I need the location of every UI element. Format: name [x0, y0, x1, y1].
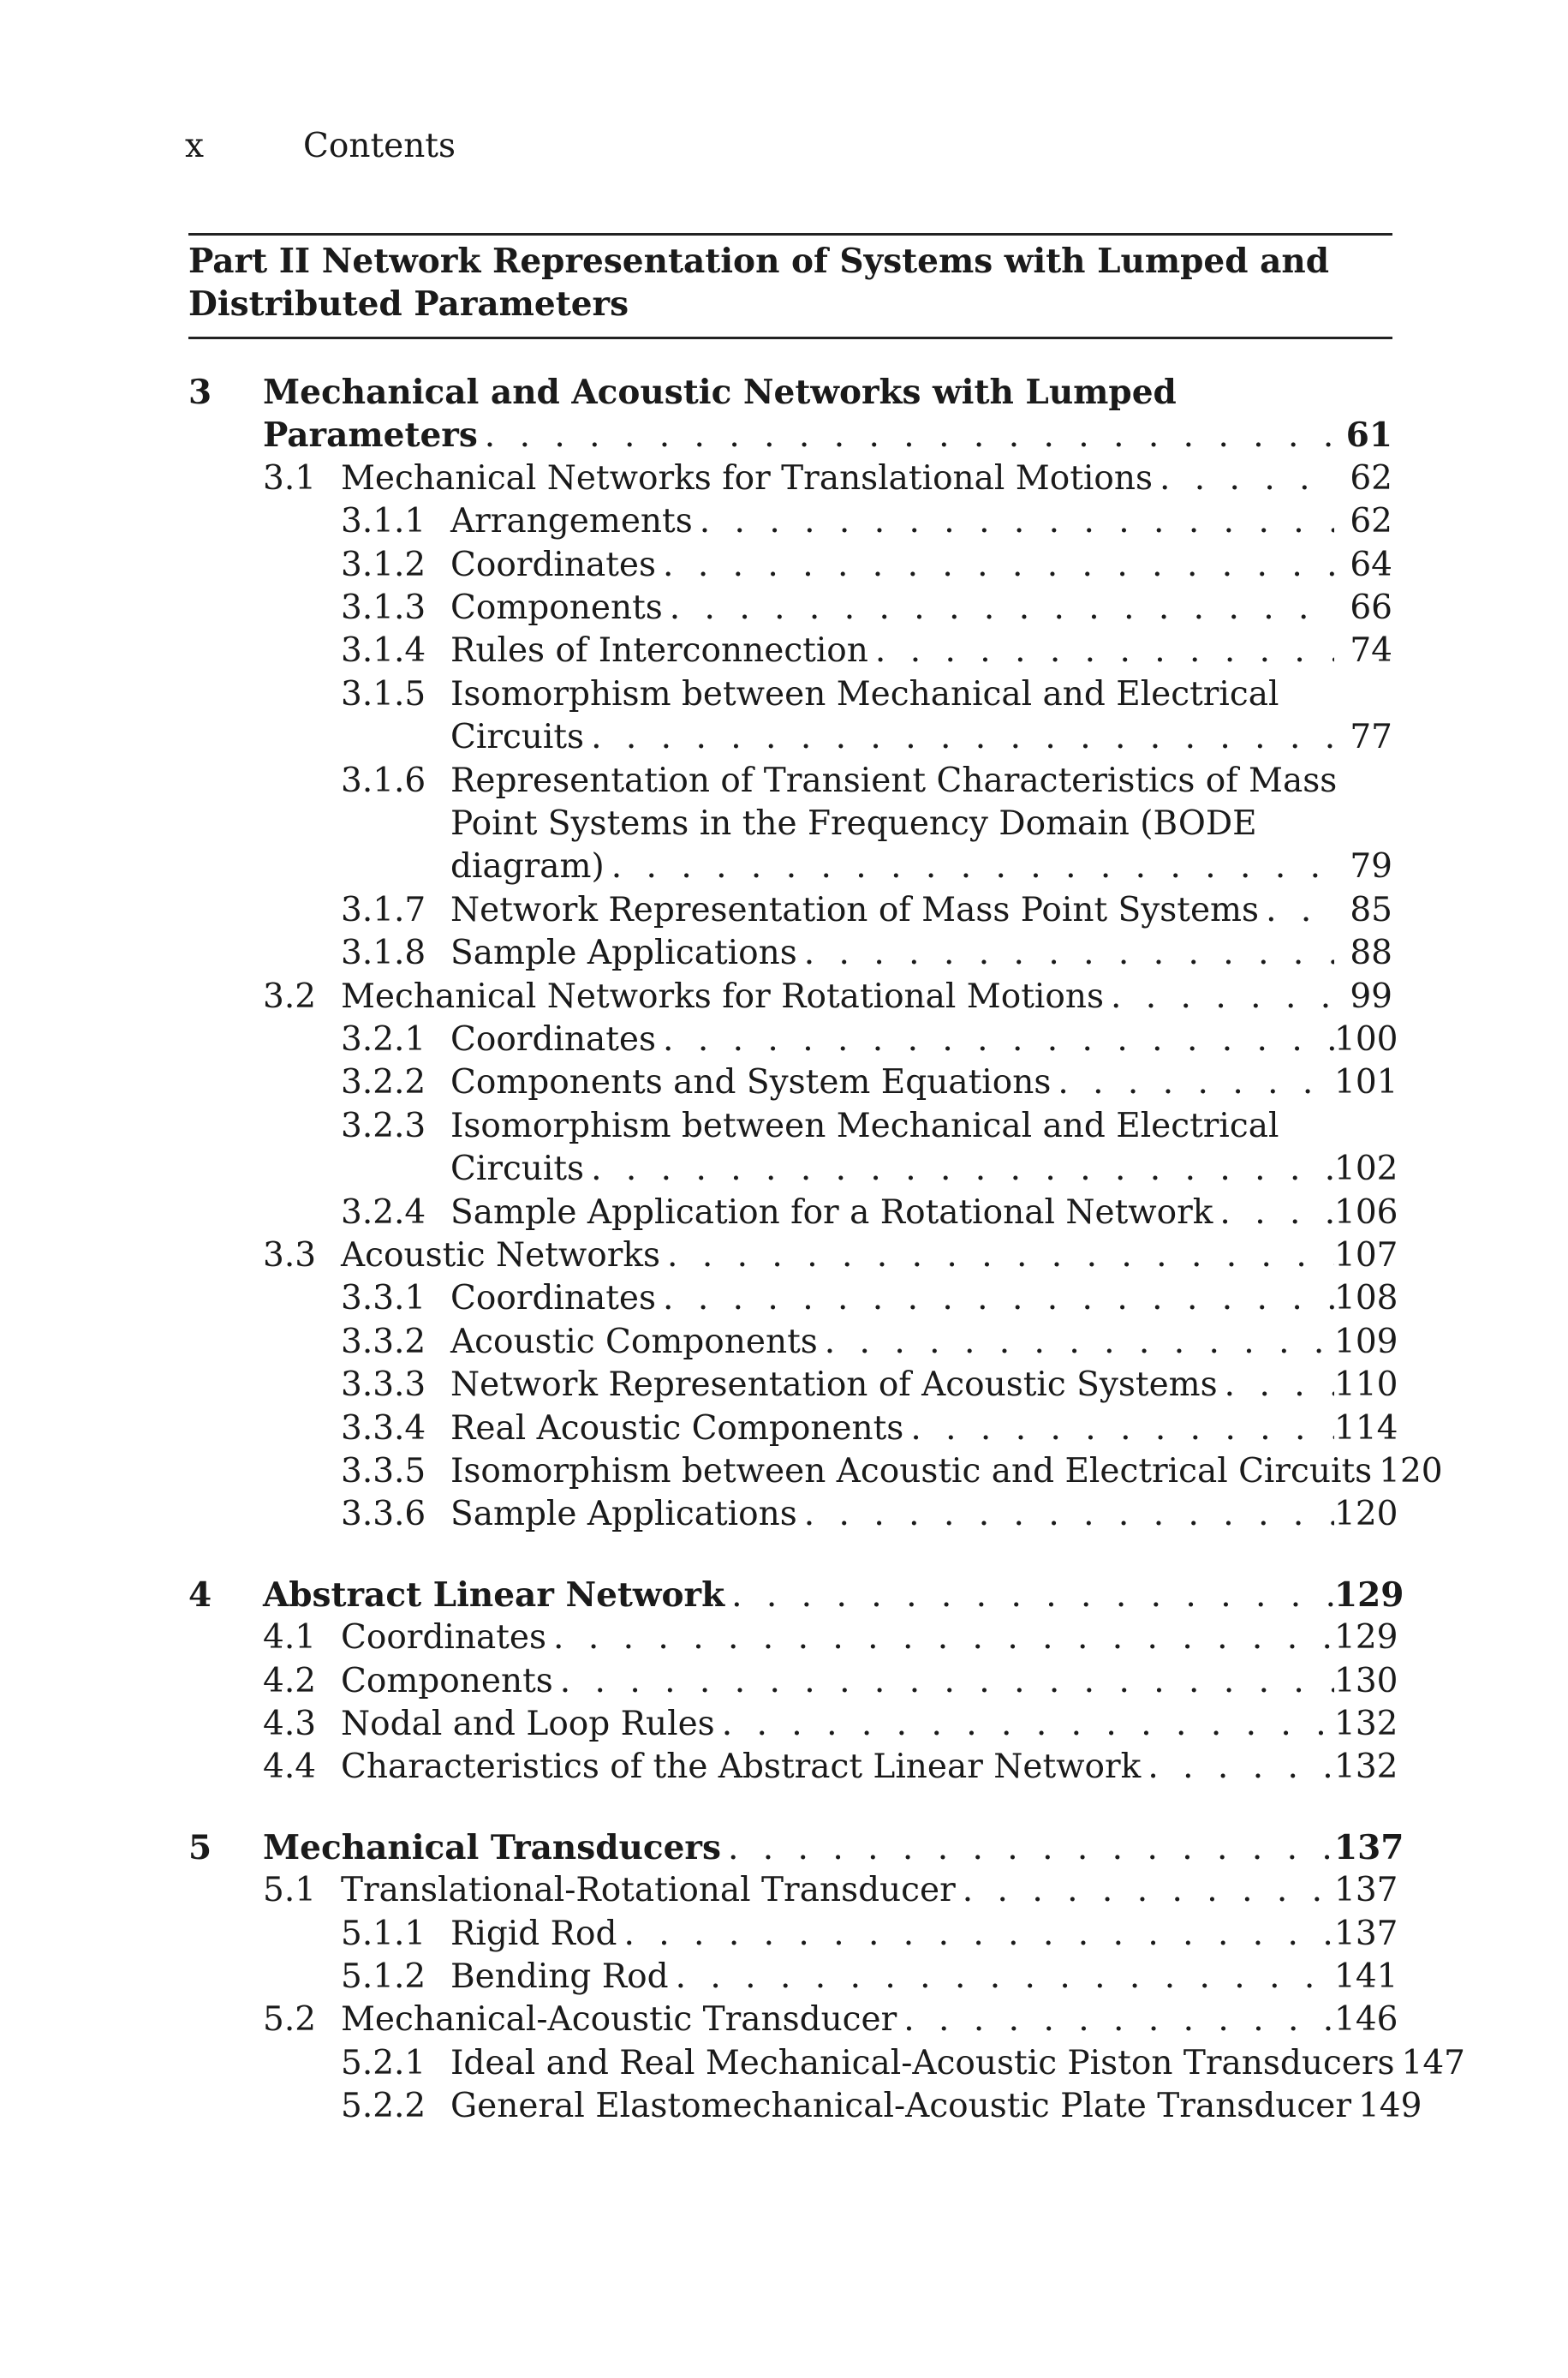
leader-dots [804, 1493, 1334, 1536]
leader-dots [1058, 1061, 1334, 1104]
leader-dots [700, 500, 1334, 543]
toc-entry [0, 1746, 1398, 1789]
toc-title: Coordinates [450, 1279, 657, 1318]
toc-page-number: 64 [1350, 545, 1392, 584]
toc-page-number: 120 [1379, 1452, 1443, 1491]
leader-dots [825, 1321, 1334, 1364]
toc-title: Mechanical Networks for Translational Motions [341, 458, 1153, 498]
toc-number: 3.1 [263, 458, 317, 498]
toc-entry-row [450, 1277, 1398, 1320]
toc-entry [0, 1061, 1398, 1104]
toc-entry-row [450, 500, 1392, 543]
leader-dots [1111, 976, 1334, 1019]
toc-entry-row [263, 1574, 1404, 1617]
leader-dots [663, 1277, 1334, 1320]
toc-number: 3.1.4 [341, 631, 426, 671]
leader-dots [731, 1574, 1334, 1617]
toc-title: Acoustic Components [450, 1322, 818, 1361]
toc-entry-row [450, 1407, 1398, 1450]
toc-entry [0, 1019, 1398, 1061]
toc-entry [0, 2085, 1422, 2128]
toc-line [0, 803, 1392, 845]
toc-title: Network Representation of Acoustic Systems [450, 1365, 1218, 1405]
toc-entry-row [341, 1660, 1398, 1703]
toc-number: 3.1.2 [341, 545, 426, 584]
toc-page-number: 129 [1334, 1618, 1398, 1658]
toc-entry-row [450, 2085, 1422, 2128]
part-bottom-rule [188, 337, 1392, 339]
toc-title-part: Isomorphism between Mechanical and Electrical [450, 674, 1279, 714]
toc-title-part: Representation of Transient Characteristics of Mass [450, 761, 1338, 800]
toc-number: 3.1.6 [341, 761, 426, 800]
toc-title: Parameters [263, 415, 478, 456]
toc-title: Components [341, 1661, 553, 1700]
toc-number: 4.3 [263, 1705, 317, 1743]
toc-title: Real Acoustic Components [450, 1408, 904, 1448]
toc-number: 5.1.1 [341, 1914, 426, 1953]
toc-line [0, 1105, 1392, 1148]
toc-page-number: 85 [1350, 890, 1392, 929]
toc-entry-row [341, 1616, 1398, 1659]
toc-title: Mechanical-Acoustic Transducer [341, 2000, 897, 2040]
toc-number: 3.1.8 [341, 934, 426, 973]
toc-entry [0, 1660, 1398, 1703]
leader-dots [591, 716, 1334, 759]
leader-dots [667, 1234, 1334, 1277]
toc-entry [0, 544, 1392, 587]
leader-dots [663, 1019, 1334, 1061]
toc-title: Translational-Rotational Transducer [341, 1871, 956, 1910]
toc-entry [0, 500, 1392, 543]
leader-dots [728, 1827, 1334, 1870]
toc-page-number: 141 [1334, 1957, 1398, 1996]
toc-page-number: 79 [1350, 847, 1392, 887]
toc-number: 3.1.7 [341, 890, 426, 929]
toc-title: Components and System Equations [450, 1063, 1052, 1102]
toc-title: Characteristics of the Abstract Linear Network [341, 1748, 1142, 1787]
toc-number: 4.2 [263, 1661, 317, 1700]
toc-entry-row [263, 414, 1392, 457]
toc-entry-row [450, 544, 1392, 587]
toc-title: General Elastomechanical-Acoustic Plate Transducer [450, 2087, 1351, 2126]
toc-entry [0, 1493, 1398, 1536]
toc-number: 5.2.1 [341, 2043, 426, 2082]
toc-number: 3.1.1 [341, 502, 426, 541]
toc-title: Rules of Interconnection [450, 631, 868, 671]
toc-entry [0, 1956, 1398, 1999]
part-heading-line-2: Distributed Parameters [188, 284, 629, 324]
toc-number: 5.1 [263, 1871, 317, 1910]
leader-dots [903, 1999, 1334, 2041]
toc-number: 3.3.6 [341, 1495, 426, 1534]
toc-entry [0, 1321, 1398, 1364]
part-heading [188, 240, 1392, 326]
toc-title: Coordinates [450, 545, 657, 584]
toc-entry-row [450, 845, 1392, 888]
toc-entry [0, 1277, 1398, 1320]
leader-dots [670, 587, 1334, 630]
toc-title: Acoustic Networks [341, 1236, 661, 1275]
toc-entry-row [450, 716, 1392, 759]
toc-page-number: 88 [1350, 934, 1392, 973]
toc-title: Circuits [450, 718, 585, 757]
toc-title: Rigid Rod [450, 1914, 617, 1953]
toc-entry [0, 1574, 1404, 1616]
toc-page-number: 129 [1334, 1574, 1404, 1615]
toc-entry-row [450, 1493, 1398, 1536]
toc-page-number: 66 [1350, 589, 1392, 627]
toc-entry-row [341, 976, 1392, 1019]
toc-number: 3.2.3 [341, 1106, 426, 1145]
toc-entry [0, 845, 1392, 888]
toc-number: 5 [188, 1827, 212, 1867]
toc-line [0, 760, 1392, 803]
toc-number: 5.2 [263, 2000, 317, 2040]
toc-entry-row [341, 1869, 1398, 1912]
toc-entry [0, 1913, 1398, 1956]
toc-title-part: Mechanical and Acoustic Networks with Lumped [263, 373, 1177, 412]
toc-page-number: 137 [1334, 1827, 1404, 1867]
toc-number: 3.3.2 [341, 1322, 426, 1361]
part-top-rule [188, 233, 1392, 236]
toc-title: Ideal and Real Mechanical-Acoustic Piston Transducers [450, 2043, 1395, 2082]
toc-entry [0, 587, 1392, 630]
toc-number: 3.2 [263, 977, 317, 1016]
toc-page-number: 62 [1350, 502, 1392, 541]
toc-entry-row [450, 889, 1392, 932]
toc-number: 5.2.2 [341, 2087, 426, 2126]
toc-number: 4.4 [263, 1748, 317, 1787]
toc-page-number: 102 [1334, 1150, 1398, 1189]
toc-entry-row [450, 1321, 1398, 1364]
toc-page-number: 137 [1334, 1914, 1398, 1953]
toc-page-number: 110 [1334, 1365, 1398, 1405]
leader-dots [875, 630, 1334, 672]
leader-dots [553, 1616, 1334, 1659]
toc-page-number: 114 [1334, 1408, 1398, 1448]
leader-dots [623, 1913, 1334, 1956]
toc-entry [0, 630, 1392, 672]
toc-line [0, 673, 1392, 716]
toc-entry [0, 1407, 1398, 1450]
toc-number: 3.3 [263, 1236, 317, 1275]
toc-title: Isomorphism between Acoustic and Electrical Circuits [450, 1452, 1373, 1491]
toc-title: Coordinates [341, 1618, 547, 1658]
toc-number: 5.1.2 [341, 1957, 426, 1996]
toc-entry [0, 1616, 1398, 1659]
toc-entry-row [341, 1234, 1398, 1277]
leader-dots [1148, 1746, 1334, 1789]
toc-title: Bending Rod [450, 1957, 669, 1996]
toc-page-number: 106 [1334, 1192, 1398, 1232]
toc-page-number: 120 [1334, 1495, 1398, 1534]
toc-line [0, 371, 1392, 414]
toc-page-number: 130 [1334, 1661, 1398, 1700]
toc-entry [0, 1450, 1443, 1493]
leader-dots [611, 845, 1334, 888]
toc-entry [0, 1234, 1398, 1277]
toc-entry-row [450, 1148, 1398, 1191]
toc-page-number: 61 [1345, 415, 1392, 456]
leader-dots [676, 1956, 1334, 1999]
toc-entry-row [341, 1999, 1398, 2041]
leader-dots [663, 544, 1334, 587]
toc-entry [0, 1826, 1404, 1869]
toc-entry-row [341, 1746, 1398, 1789]
toc-page-number: 62 [1350, 458, 1392, 498]
leader-dots [1266, 889, 1334, 932]
toc-entry-row [450, 1364, 1398, 1407]
toc-title: Circuits [450, 1150, 585, 1189]
toc-number: 3.3.4 [341, 1408, 426, 1448]
toc-page-number: 108 [1334, 1279, 1398, 1318]
toc-entry-row [450, 1450, 1443, 1493]
part-heading-line-1: Part II Network Representation of Systems with Lumped and [188, 242, 1329, 281]
toc-entry [0, 932, 1392, 975]
toc-entry-row [450, 2042, 1465, 2085]
toc-entry [0, 2042, 1465, 2085]
toc-title: Mechanical Transducers [263, 1827, 721, 1867]
toc-entry [0, 976, 1392, 1019]
toc-number: 3 [188, 373, 212, 412]
toc-entry [0, 457, 1392, 500]
toc-number: 3.1.5 [341, 674, 426, 714]
toc-title-part: Isomorphism between Mechanical and Electrical [450, 1106, 1279, 1145]
toc-title: Components [450, 589, 663, 627]
toc-page-number: 100 [1334, 1020, 1398, 1059]
toc-page-number: 146 [1334, 2000, 1398, 2040]
toc-title: Network Representation of Mass Point Systems [450, 890, 1260, 929]
leader-dots [1225, 1364, 1334, 1407]
toc-entry-row [450, 932, 1392, 975]
toc-entry [0, 1999, 1398, 2041]
toc-number: 3.2.2 [341, 1063, 426, 1102]
toc-title: Sample Applications [450, 1495, 797, 1534]
toc-entry [0, 414, 1392, 457]
toc-entry-row [341, 457, 1392, 500]
toc-entry-row [450, 630, 1392, 672]
toc-entry-row [450, 1061, 1398, 1104]
toc-number: 3.2.1 [341, 1020, 426, 1059]
toc-title: Sample Application for a Rotational Network [450, 1192, 1213, 1232]
toc-entry [0, 1148, 1398, 1191]
leader-dots [722, 1703, 1334, 1746]
toc-page-number: 99 [1350, 977, 1392, 1016]
toc-page-number: 101 [1334, 1063, 1398, 1102]
toc-entry [0, 889, 1392, 932]
toc-entry-row [263, 1826, 1404, 1870]
toc-title-part: Point Systems in the Frequency Domain (BODE [450, 804, 1257, 843]
toc-entry [0, 1703, 1398, 1746]
toc-page-number: 132 [1334, 1748, 1398, 1787]
toc-page-number: 132 [1334, 1705, 1398, 1743]
toc-title: Abstract Linear Network [263, 1574, 725, 1615]
toc-entry-row [450, 1956, 1398, 1999]
toc-page-number: 137 [1334, 1871, 1398, 1910]
toc-entry-row [450, 1913, 1398, 1956]
toc-entry [0, 716, 1392, 759]
leader-dots [963, 1869, 1334, 1912]
toc-title: Coordinates [450, 1020, 657, 1059]
leader-dots [485, 415, 1334, 457]
leader-dots [1219, 1192, 1334, 1234]
toc-title: Sample Applications [450, 934, 797, 973]
toc-number: 4 [188, 1574, 212, 1615]
toc-page-number: 109 [1334, 1322, 1398, 1361]
toc-number: 3.3.5 [341, 1452, 426, 1491]
toc-title: Mechanical Networks for Rotational Motions [341, 977, 1104, 1016]
toc-page-number: 74 [1350, 631, 1392, 671]
toc-number: 3.3.1 [341, 1279, 426, 1318]
leader-dots [804, 932, 1334, 975]
toc-entry-row [450, 587, 1392, 630]
toc-number: 4.1 [263, 1618, 317, 1658]
page-number: x [185, 127, 204, 165]
toc-page-number: 149 [1357, 2087, 1422, 2126]
toc-title: diagram) [450, 847, 605, 887]
toc-page-number: 107 [1334, 1236, 1398, 1275]
leader-dots [591, 1148, 1334, 1191]
toc-number: 3.2.4 [341, 1192, 426, 1232]
toc-number: 3.3.3 [341, 1365, 426, 1405]
leader-dots [910, 1407, 1334, 1450]
toc-title: Nodal and Loop Rules [341, 1705, 715, 1743]
toc-entry [0, 1364, 1398, 1407]
leader-dots [560, 1660, 1334, 1703]
toc-entry-row [450, 1192, 1398, 1234]
toc-entry [0, 1869, 1398, 1912]
running-title: Contents [303, 127, 456, 165]
toc-entry-row [450, 1019, 1398, 1061]
toc-entry-row [341, 1703, 1398, 1746]
toc-title: Arrangements [450, 502, 693, 541]
leader-dots [1160, 457, 1334, 500]
toc-entry [0, 1192, 1398, 1234]
toc-page-number: 147 [1401, 2043, 1465, 2082]
toc-page-number: 77 [1350, 718, 1392, 757]
toc-number: 3.1.3 [341, 589, 426, 627]
